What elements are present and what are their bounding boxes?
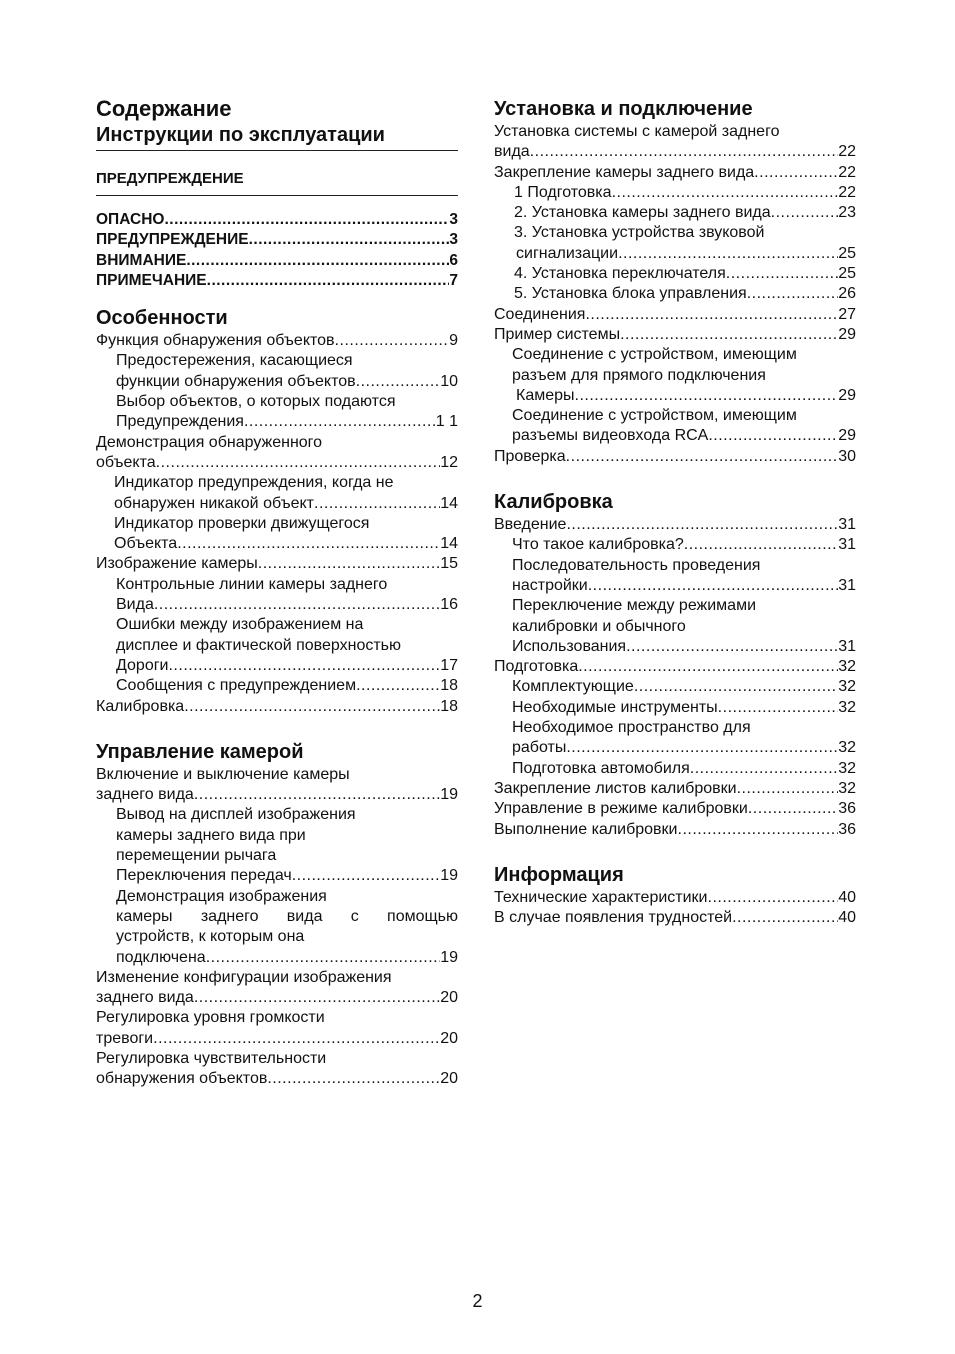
toc-entry-line: Индикатор проверки движущегося [114,514,370,532]
toc-entry[interactable]: разъемы видеовхода RCA ..... 29 [494,426,856,446]
toc-entry-line: перемещении рычага [116,847,277,865]
toc-entry-line-justified: камеры заднего вида с помощью [116,907,458,925]
toc-entry[interactable]: Закрепление листов калибровки ..... 32 [494,779,856,799]
toc-entry-line: Необходимое пространство для [512,719,751,737]
page-title: Содержание [96,96,232,121]
toc-entry-line: Демонстрация обнаруженного [96,433,323,451]
toc-entry[interactable]: Подготовка автомобиля ..... 32 [494,759,856,779]
toc-entry[interactable]: Что такое калибровка? ..... 31 [494,535,856,555]
toc-entry[interactable]: Изображение камеры ..... 15 [96,554,458,574]
toc-entry[interactable]: Предупреждения ..... 1 1 [96,412,458,432]
toc-entry[interactable]: Использования ..... 31 [494,637,856,657]
toc-entry[interactable]: Управление в режиме калибровки ..... 36 [494,799,856,819]
toc-entry-caution[interactable]: ВНИМАНИЕ ..... 6 [96,251,458,271]
toc-entry-line: дисплее и фактической поверхностью [116,636,401,654]
toc-entry[interactable]: Закрепление камеры заднего вида ..... 22 [494,163,856,183]
toc-entry-line: Индикатор предупреждения, когда не [114,474,394,492]
toc-entry[interactable]: подключена ..... 19 [96,948,458,968]
toc-entry[interactable]: объекта ..... 12 [96,453,458,473]
toc-entry[interactable]: Комплектующие ..... 32 [494,677,856,697]
toc-entry-line: 3. Установка устройства звуковой [514,224,765,242]
toc-entry-line: Вывод на дисплей изображения [116,806,356,824]
warning-heading: ПРЕДУПРЕЖДЕНИЕ [96,169,458,196]
toc-entry-line: Контрольные линии камеры заднего [116,575,388,593]
toc-entry-line: разъем для прямого подключения [512,366,766,384]
toc-entry[interactable]: заднего вида ..... 20 [96,988,458,1008]
information-entries [494,888,856,929]
section-heading-features: Особенности [96,307,228,330]
toc-entry[interactable]: Введение ..... 31 [494,515,856,535]
toc-entry[interactable]: Выполнение калибровки ..... 36 [494,820,856,840]
section-title-instructions: Инструкции по эксплуатации [96,122,458,151]
toc-entry[interactable]: Вида ..... 16 [96,595,458,615]
toc-entry-line: Предостережения, касающиеся [116,352,353,370]
toc-entry[interactable]: Пример системы ..... 29 [494,325,856,345]
toc-entry-line: Регулировка уровня громкости [96,1009,325,1027]
calibration-entries [494,515,856,840]
toc-left-column [96,96,458,1090]
toc-entry-line: Установка системы с камерой заднего [494,123,780,140]
toc-entry[interactable]: тревоги ..... 20 [96,1029,458,1049]
toc-entry[interactable]: Необходимые инструменты ..... 32 [494,698,856,718]
toc-entry[interactable]: обнаружения объектов ..... 20 [96,1069,458,1089]
toc-entry[interactable]: работы ..... 32 [494,738,856,758]
toc-entry-line: Включение и выключение камеры [96,765,350,783]
section-heading-installation: Установка и подключение [494,98,753,120]
toc-entry[interactable]: вида ..... 22 [494,142,856,162]
toc-entry[interactable]: Сообщения с предупреждением ..... 18 [96,676,458,696]
camera-entries [96,765,458,1090]
toc-entry[interactable]: Камеры ..... 29 [494,386,856,406]
toc-entry[interactable]: функции обнаружения объектов ..... 10 [96,372,458,392]
installation-entries [494,122,856,467]
toc-entry-danger[interactable]: ОПАСНО ..... 3 [96,210,458,230]
section-heading-information: Информация [494,863,624,886]
section-heading-calibration: Калибровка [494,491,613,514]
toc-entry[interactable]: Подготовка ..... 32 [494,657,856,677]
toc-entry-warning[interactable]: ПРЕДУПРЕЖДЕНИЕ ..... 3 [96,230,458,250]
toc-entry[interactable]: Переключения передач ..... 19 [96,866,458,886]
page-number: 2 [472,1291,483,1311]
toc-entry-line: Выбор объектов, о которых подаются [116,393,396,411]
toc-entry[interactable]: 4. Установка переключателя ..... 25 [494,264,856,284]
toc-entry-line: Переключение между режимами [512,597,757,615]
toc-entry[interactable]: настройки ..... 31 [494,576,856,596]
toc-entry[interactable]: обнаружен никакой объект ..... 14 [96,494,458,514]
toc-entry[interactable]: Калибровка ..... 18 [96,697,458,717]
toc-entry-line: устройств, к которым она [116,928,305,946]
toc-entry-line: Соединение с устройством, имеющим [512,407,797,425]
toc-entry-line: Изменение конфигурации изображения [96,968,392,986]
warning-list [96,210,458,291]
toc-entry[interactable]: 5. Установка блока управления ..... 26 [494,284,856,304]
toc-entry[interactable]: Проверка ..... 30 [494,447,856,467]
toc-entry[interactable]: Объекта ..... 14 [96,534,458,554]
toc-entry[interactable]: сигнализации ..... 25 [494,244,856,264]
toc-entry-line: калибровки и обычного [512,617,686,635]
toc-entry[interactable]: Технические характеристики ..... 40 [494,888,856,908]
toc-entry[interactable]: Дороги ..... 17 [96,656,458,676]
toc-entry[interactable]: Соединения ..... 27 [494,305,856,325]
toc-entry-line: Соединение с устройством, имеющим [512,346,797,364]
features-entries [96,331,458,717]
toc-entry[interactable]: заднего вида ..... 19 [96,785,458,805]
toc-entry-line: Последовательность проведения [512,556,761,574]
toc-right-column [494,96,856,928]
toc-entry-line: камеры заднего вида при [116,826,306,844]
toc-entry-line: Демонстрация изображения [116,887,327,905]
toc-entry[interactable]: 1 Подготовка ..... 22 [494,183,856,203]
toc-entry[interactable]: Функция обнаружения объектов ..... 9 [96,331,458,351]
toc-entry-line: Регулировка чувствительности [96,1049,327,1067]
toc-entry-line: Ошибки между изображением на [116,616,364,634]
toc-entry[interactable]: В случае появления трудностей ..... 40 [494,908,856,928]
section-heading-camera-control: Управление камерой [96,740,304,763]
toc-entry[interactable]: 2. Установка камеры заднего вида ..... 23 [494,203,856,223]
toc-entry-note[interactable]: ПРИМЕЧАНИЕ ..... 7 [96,271,458,291]
